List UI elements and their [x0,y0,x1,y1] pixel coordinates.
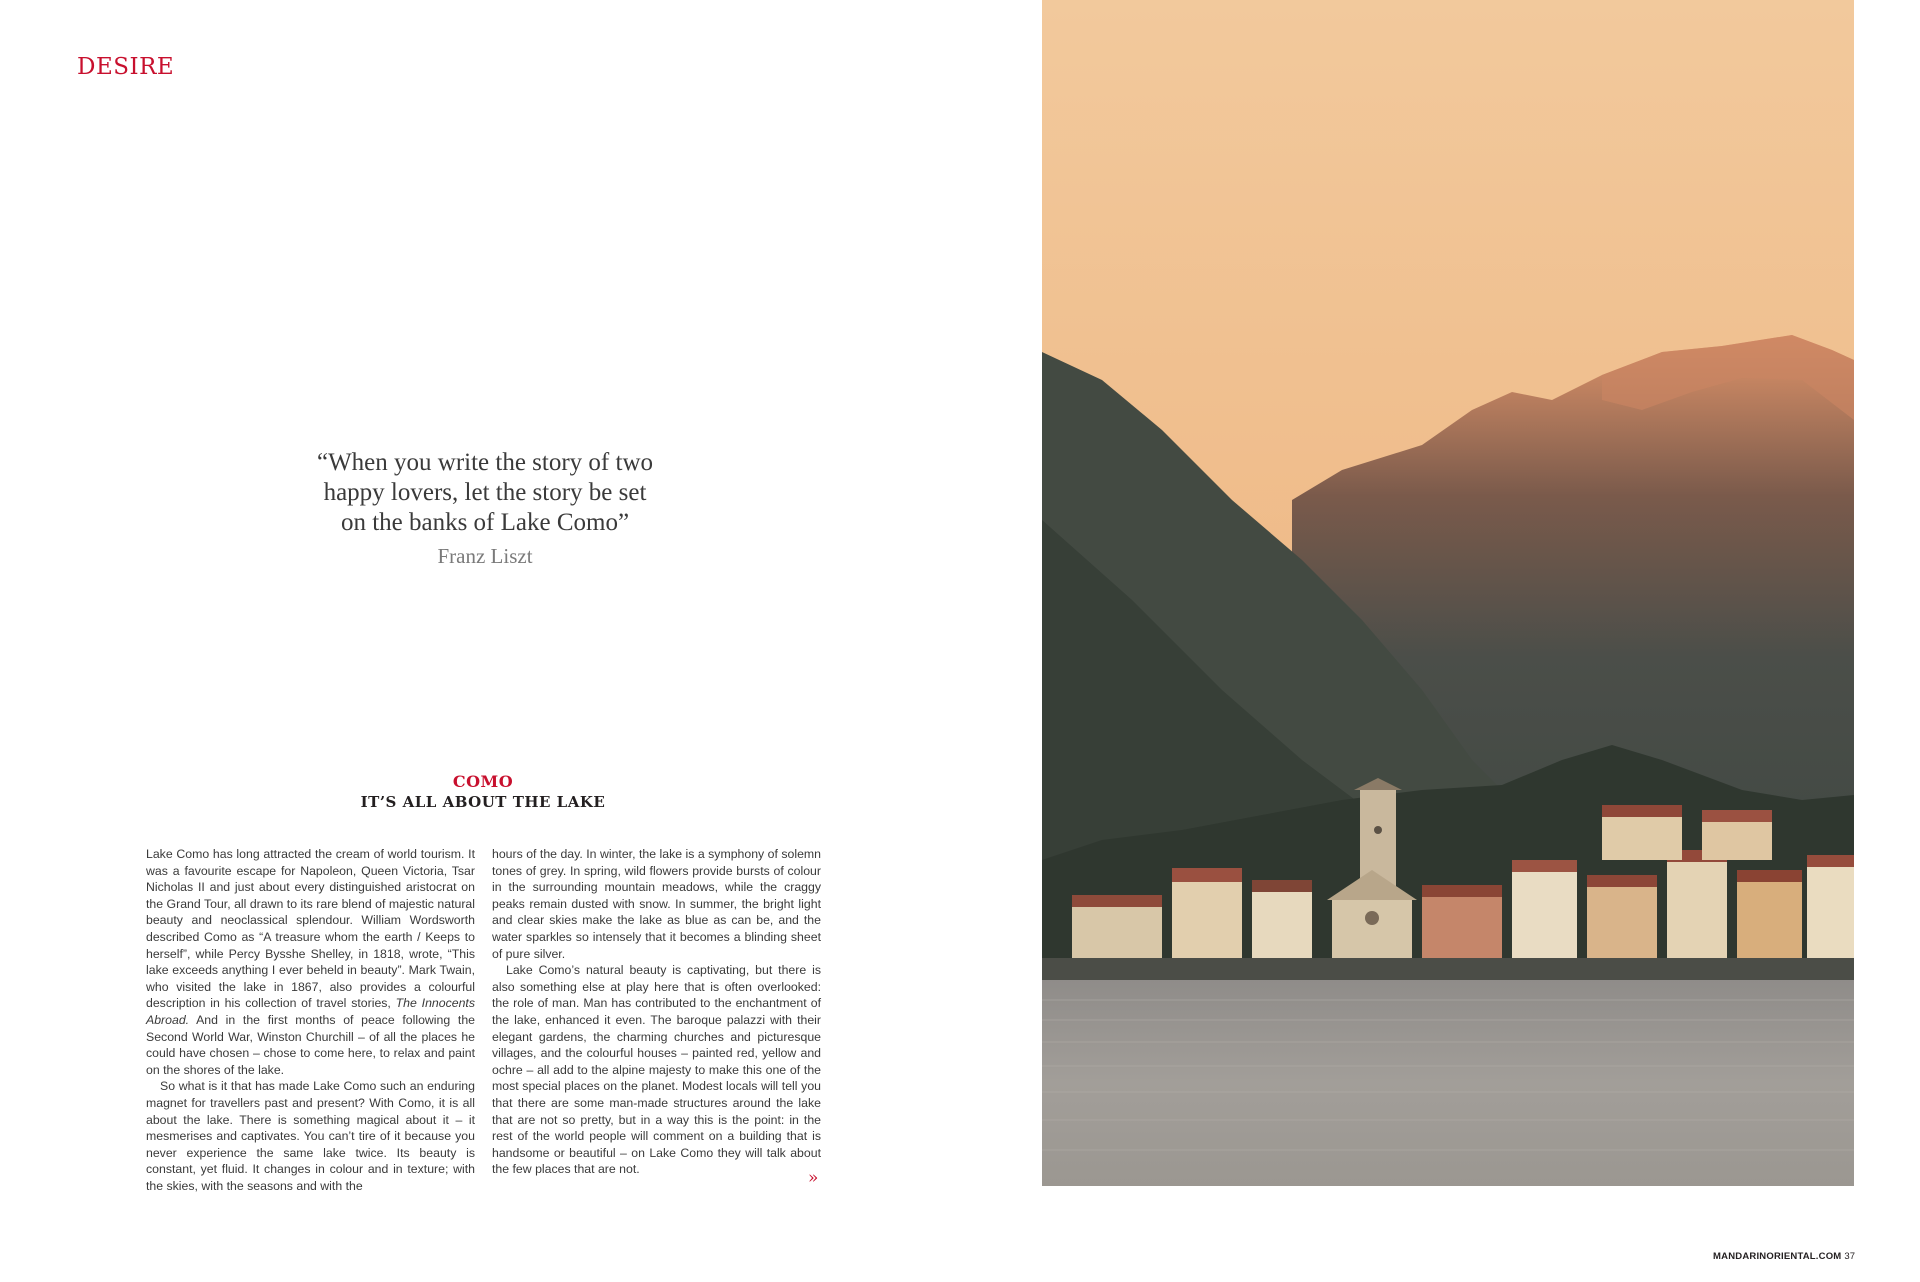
page-number: 37 [1844,1251,1855,1262]
body-text: Lake Como has long attracted the cream of world tourism. It was a favourite escape for Napoleon, Queen Victoria, Tsar Nicholas II and just about every distinguished aristocrat on the Grand Tour, all drawn to its rare blend of majestic natural beauty and neoclassical splendour. William Wordsworth described Como as “A treasure whom the earth / Keeps to herself”, while Percy Bysshe Shelley, in 1818, wrote, “This lake exceeds anything I ever beheld in beauty”. Mark Twain, who visited the lake in 1867, also provides a colourful description in his collection of travel stories, [146,847,475,1011]
quote-author: Franz Liszt [437,544,533,568]
quote-line: happy lovers, let the story be set [323,479,647,506]
article-headline: IT’S ALL ABOUT THE LAKE [360,793,606,811]
body-text: And in the first months of peace following the Second World War, Winston Churchill – of all the places he could have chosen – chose to come here, to relax and paint on the shores of the lake. [146,1012,475,1077]
pull-quote [245,448,725,570]
lake-water [1042,980,1854,1186]
quote-line: on the banks of Lake Como” [340,509,630,536]
body-paragraph: hours of the day. In winter, the lake is a symphony of solemn tones of grey. In spring, wild flowers provide bursts of colour in the surrounding mountain meadows, while the craggy peaks remain dusted with snow. In summer, the bright light and clear skies make the lake as blue as can be, and the water sparkles so intensely that it becomes a blinding sheet of pure silver. [492,847,821,961]
book-title: The Innocents Abroad. [146,996,475,1027]
article-header [145,772,821,813]
body-column-left [146,846,475,1194]
body-paragraph: So what is it that has made Lake Como such an enduring magnet for travellers past and present? With Como, it is all about the lake. There is something magical about it – it mesmerises and captivates. You can’t tire of it because you never experience the same lake twice. Its beauty is constant, yet fluid. It changes in colour and in texture; with the skies, with the seasons and with the [146,1079,475,1193]
quote-line: “When you write the story of two [316,449,654,476]
article-kicker: COMO [452,772,514,791]
footer-website: MANDARINORIENTAL.COM [1713,1251,1842,1262]
body-paragraph [146,846,475,1078]
section-label: DESIRE [77,54,175,80]
page-footer [1660,1251,1855,1262]
photo-illustration [1042,0,1854,1186]
body-paragraph: Lake Como’s natural beauty is captivating, but there is also something else at play here that is often overlooked: the role of man. Man has contributed to the enchantment of the lake, enhanced it even. The baroque palazzi with their elegant gardens, the charming churches and picturesque villages, and the colourful houses – painted red, yellow and ochre – all add to the alpine majesty to make this one of the most special places on the planet. Modest locals will tell you that there are some man-made structures around the lake that are not so pretty, but in a way this is the point: in the rest of the world people will comment on a building that is handsome or beautiful – on Lake Como they will talk about the few places that are not. [492,963,821,1177]
lake-como-photo [1042,0,1854,1186]
body-column-right [492,846,821,1178]
shoreline [1042,958,1854,980]
continue-arrow-icon: » [808,1168,819,1188]
